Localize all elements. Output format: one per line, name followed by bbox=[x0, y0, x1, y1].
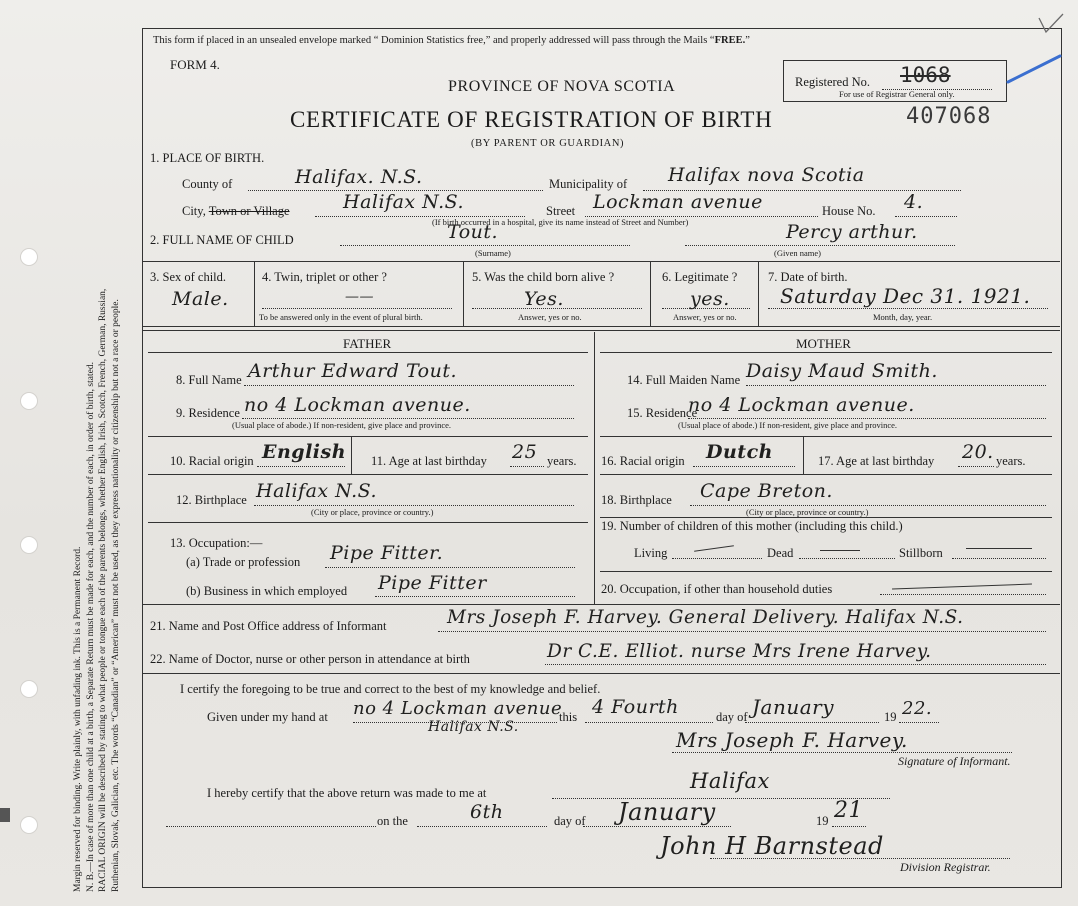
registrar-text: I hereby certify that the above return was made to me at bbox=[207, 786, 487, 800]
given-year-prefix: 19 bbox=[884, 710, 897, 724]
registrar-place: Halifax bbox=[690, 769, 770, 793]
date-label: 7. Date of birth. bbox=[768, 270, 848, 284]
mailing-note: This form if placed in an unsealed envelope marked “ Dominion Statistics free,” and properly addressed will pass through the Mails “FREE.” bbox=[153, 35, 750, 46]
father-racial-line bbox=[257, 466, 345, 467]
surname-note: (Surname) bbox=[475, 248, 511, 258]
given-place: no 4 Lockman avenue bbox=[353, 698, 563, 719]
divider bbox=[803, 436, 804, 474]
divider bbox=[148, 474, 588, 475]
house-value: 4. bbox=[904, 191, 924, 213]
stillborn-label: Stillborn bbox=[899, 546, 943, 560]
informant-signature: Mrs Joseph F. Harvey. bbox=[676, 728, 908, 752]
father-age-line bbox=[510, 466, 544, 467]
street-value: Lockman avenue bbox=[593, 191, 763, 213]
father-name: Arthur Edward Tout. bbox=[248, 360, 457, 382]
mother-residence: no 4 Lockman avenue. bbox=[688, 394, 915, 416]
house-label: House No. bbox=[822, 204, 876, 218]
given-month-line bbox=[745, 722, 879, 723]
divider bbox=[142, 604, 1060, 605]
twin-label: 4. Twin, triplet or other ? bbox=[262, 270, 387, 284]
legitimate-value: yes. bbox=[690, 288, 730, 310]
twin-line bbox=[262, 308, 452, 309]
given-day-line bbox=[585, 722, 713, 723]
blue-marker-stroke bbox=[1004, 52, 1064, 88]
given-day: 4 Fourth bbox=[592, 696, 679, 718]
alive-value: Yes. bbox=[524, 288, 564, 310]
father-name-label: 8. Full Name bbox=[176, 373, 242, 387]
divider bbox=[463, 261, 464, 326]
mother-name-label: 14. Full Maiden Name bbox=[627, 373, 741, 387]
this-label: this bbox=[559, 710, 578, 724]
dead-label: Dead bbox=[767, 546, 794, 560]
divider bbox=[600, 474, 1052, 475]
registered-label: Registered No. bbox=[795, 75, 870, 89]
date-value: Saturday Dec 31. 1921. bbox=[780, 284, 1031, 308]
mother-children-label: 19. Number of children of this mother (including this child.) bbox=[601, 519, 903, 533]
date-note: Month, day, year. bbox=[873, 312, 933, 322]
registrar-day-line bbox=[417, 826, 547, 827]
divider bbox=[600, 352, 1052, 353]
twin-note: To be answered only in the event of plural birth. bbox=[259, 312, 423, 322]
sex-value: Male. bbox=[172, 288, 229, 310]
given-year-line bbox=[899, 722, 939, 723]
signature-label: Signature of Informant. bbox=[898, 754, 1011, 768]
given-line bbox=[685, 245, 955, 246]
father-residence: no 4 Lockman avenue. bbox=[244, 394, 471, 416]
doctor-line bbox=[545, 664, 1046, 665]
alive-label: 5. Was the child born alive ? bbox=[472, 270, 615, 284]
divider bbox=[254, 261, 255, 326]
mother-racial-line bbox=[693, 466, 795, 467]
registrar-title: Division Registrar. bbox=[900, 860, 991, 874]
given-year: 22. bbox=[902, 698, 933, 719]
divider bbox=[148, 436, 588, 437]
given-place-2: Halifax N.S. bbox=[428, 719, 519, 735]
mother-years: years. bbox=[996, 454, 1026, 468]
mother-age-line bbox=[958, 466, 994, 467]
given-day-of: day of bbox=[716, 710, 748, 724]
hospital-note: (If birth occurred in a hospital, give its name instead of Street and Number) bbox=[432, 217, 689, 227]
father-age: 25 bbox=[512, 441, 538, 463]
registrar-year: 21 bbox=[834, 798, 863, 823]
father-residence-line bbox=[242, 418, 574, 419]
stillborn-dash bbox=[966, 548, 1032, 549]
dead-line bbox=[799, 558, 895, 559]
page-subtitle: (BY PARENT OR GUARDIAN) bbox=[471, 138, 625, 149]
form-number: FORM 4. bbox=[170, 57, 220, 72]
father-birthplace: Halifax N.S. bbox=[256, 480, 377, 502]
mother-residence-note: (Usual place of abode.) If non-resident, give place and province. bbox=[678, 420, 898, 430]
doctor-label: 22. Name of Doctor, nurse or other person in attendance at birth bbox=[150, 652, 470, 666]
county-value: Halifax. N.S. bbox=[295, 166, 423, 188]
margin-instructions bbox=[72, 0, 122, 892]
divider bbox=[600, 571, 1052, 572]
municipality-value: Halifax nova Scotia bbox=[668, 164, 865, 186]
father-age-label: 11. Age at last birthday bbox=[371, 454, 487, 468]
father-business: Pipe Fitter bbox=[378, 572, 487, 594]
dead-dash bbox=[820, 550, 860, 551]
county-label: County of bbox=[182, 177, 233, 191]
registered-box bbox=[783, 60, 1007, 102]
margin-line: Ruthenian, Slovak, Galician, etc. The words “Canadian” or “American” must not be used, as they express nationality or citizenship but not a race or people. bbox=[110, 299, 121, 892]
mother-residence-label: 15. Residence bbox=[627, 406, 698, 420]
father-racial-label: 10. Racial origin bbox=[170, 454, 254, 468]
informant-label: 21. Name and Post Office address of Informant bbox=[150, 619, 387, 633]
registrar-month-line bbox=[583, 826, 731, 827]
child-surname: Tout. bbox=[447, 221, 499, 243]
given-note: (Given name) bbox=[774, 248, 821, 258]
divider bbox=[351, 436, 352, 474]
living-line bbox=[672, 558, 762, 559]
divider bbox=[650, 261, 651, 326]
father-residence-note: (Usual place of abode.) If non-resident, give place and province. bbox=[232, 420, 452, 430]
divider bbox=[600, 436, 1052, 437]
house-line bbox=[895, 216, 957, 217]
mother-name-line bbox=[746, 385, 1046, 386]
mother-birthplace-line bbox=[690, 505, 1046, 506]
registered-note: For use of Registrar General only. bbox=[839, 89, 955, 99]
doctor-value: Dr C.E. Elliot. nurse Mrs Irene Harvey. bbox=[547, 641, 932, 662]
margin-line: RACIAL ORIGIN will be described by stating to what people or tongue each of the parents belongs, whether English, Irish, Scotch, French, German, Russian, bbox=[98, 288, 108, 892]
registrar-on-label: on the bbox=[377, 814, 408, 828]
mother-birthplace-note: (City or place, province or country.) bbox=[746, 507, 869, 517]
binding-hole bbox=[20, 680, 38, 698]
father-trade: Pipe Fitter. bbox=[330, 542, 444, 564]
divider bbox=[142, 261, 1060, 262]
divider bbox=[148, 352, 588, 353]
legitimate-label: 6. Legitimate ? bbox=[662, 270, 738, 284]
twin-value: —— bbox=[345, 289, 374, 305]
child-given-name: Percy arthur. bbox=[786, 221, 918, 243]
divider bbox=[142, 673, 1060, 674]
stillborn-line bbox=[952, 558, 1046, 559]
divider bbox=[142, 326, 1060, 327]
mother-age: 20. bbox=[962, 441, 994, 463]
given-label: Given under my hand at bbox=[207, 710, 328, 724]
father-heading: FATHER bbox=[343, 336, 392, 351]
mother-name: Daisy Maud Smith. bbox=[746, 360, 938, 382]
divider bbox=[148, 522, 588, 523]
date-line bbox=[768, 308, 1048, 309]
mother-age-label: 17. Age at last birthday bbox=[818, 454, 935, 468]
child-name-label: 2. FULL NAME OF CHILD bbox=[150, 233, 294, 247]
father-trade-line bbox=[325, 567, 575, 568]
registered-number: 1068 bbox=[900, 63, 951, 87]
registrar-year-prefix: 19 bbox=[816, 814, 829, 828]
registrar-year-line bbox=[832, 826, 866, 827]
mother-racial-label: 16. Racial origin bbox=[601, 454, 685, 468]
city-label: City, Town or Village bbox=[182, 204, 290, 218]
given-month: January bbox=[752, 695, 834, 719]
informant-signature-line bbox=[672, 752, 1012, 753]
father-name-line bbox=[244, 385, 574, 386]
registrar-month: January bbox=[618, 798, 716, 826]
divider bbox=[758, 261, 759, 326]
margin-line: N. B.—In case of more than one child at a birth, a Separate Return must be made for each, and the number of each, in order of birth, stated. bbox=[85, 362, 96, 892]
mother-residence-line bbox=[688, 418, 1046, 419]
mother-birthplace-label: 18. Birthplace bbox=[601, 493, 672, 507]
registrar-day: 6th bbox=[470, 801, 504, 823]
informant-line bbox=[438, 631, 1046, 632]
living-label: Living bbox=[634, 546, 668, 560]
binding-hole bbox=[20, 536, 38, 554]
page-title: CERTIFICATE OF REGISTRATION OF BIRTH bbox=[290, 107, 773, 132]
father-residence-label: 9. Residence bbox=[176, 406, 240, 420]
city-value: Halifax N.S. bbox=[343, 191, 464, 213]
mother-heading: MOTHER bbox=[796, 336, 851, 351]
mother-birthplace: Cape Breton. bbox=[700, 480, 833, 502]
father-years: years. bbox=[547, 454, 577, 468]
province-heading: PROVINCE OF NOVA SCOTIA bbox=[448, 78, 676, 95]
registrar-lead-line bbox=[166, 826, 376, 827]
registrar-signature: John H Barnstead bbox=[660, 832, 884, 860]
father-racial: English bbox=[262, 441, 347, 463]
father-birthplace-label: 12. Birthplace bbox=[176, 493, 247, 507]
father-trade-label: (a) Trade or profession bbox=[186, 555, 301, 569]
edge-mark bbox=[0, 808, 10, 822]
place-heading: 1. PLACE OF BIRTH. bbox=[150, 151, 265, 165]
divider bbox=[142, 330, 1060, 331]
street-label: Street bbox=[546, 204, 576, 218]
legitimate-note: Answer, yes or no. bbox=[673, 312, 737, 322]
father-occupation-label: 13. Occupation:— bbox=[170, 536, 263, 550]
registrar-day-of: day of bbox=[554, 814, 586, 828]
informant-value: Mrs Joseph F. Harvey. General Delivery. Halifax N.S. bbox=[447, 607, 964, 628]
sex-label: 3. Sex of child. bbox=[150, 270, 227, 284]
municipality-label: Municipality of bbox=[549, 177, 628, 191]
father-business-label: (b) Business in which employed bbox=[186, 584, 348, 598]
mother-occupation-line bbox=[880, 594, 1046, 595]
mother-occupation-label: 20. Occupation, if other than household duties bbox=[601, 582, 833, 596]
father-business-line bbox=[375, 596, 575, 597]
alive-note: Answer, yes or no. bbox=[518, 312, 582, 322]
surname-line bbox=[340, 245, 630, 246]
divider bbox=[594, 332, 595, 604]
margin-line: Margin reserved for binding. Write plainly, with unfading ink. This is a Permanent Record. bbox=[73, 546, 83, 892]
registration-stamp: 407068 bbox=[906, 104, 992, 129]
binding-hole bbox=[20, 248, 38, 266]
father-birthplace-line bbox=[254, 505, 574, 506]
divider bbox=[600, 517, 1052, 518]
father-birthplace-note: (City or place, province or country.) bbox=[311, 507, 434, 517]
binding-hole bbox=[20, 392, 38, 410]
binding-hole bbox=[20, 816, 38, 834]
mother-racial: Dutch bbox=[706, 441, 773, 463]
checkmark-icon bbox=[1036, 12, 1066, 36]
certify-text: I certify the foregoing to be true and correct to the best of my knowledge and belief. bbox=[180, 682, 601, 696]
